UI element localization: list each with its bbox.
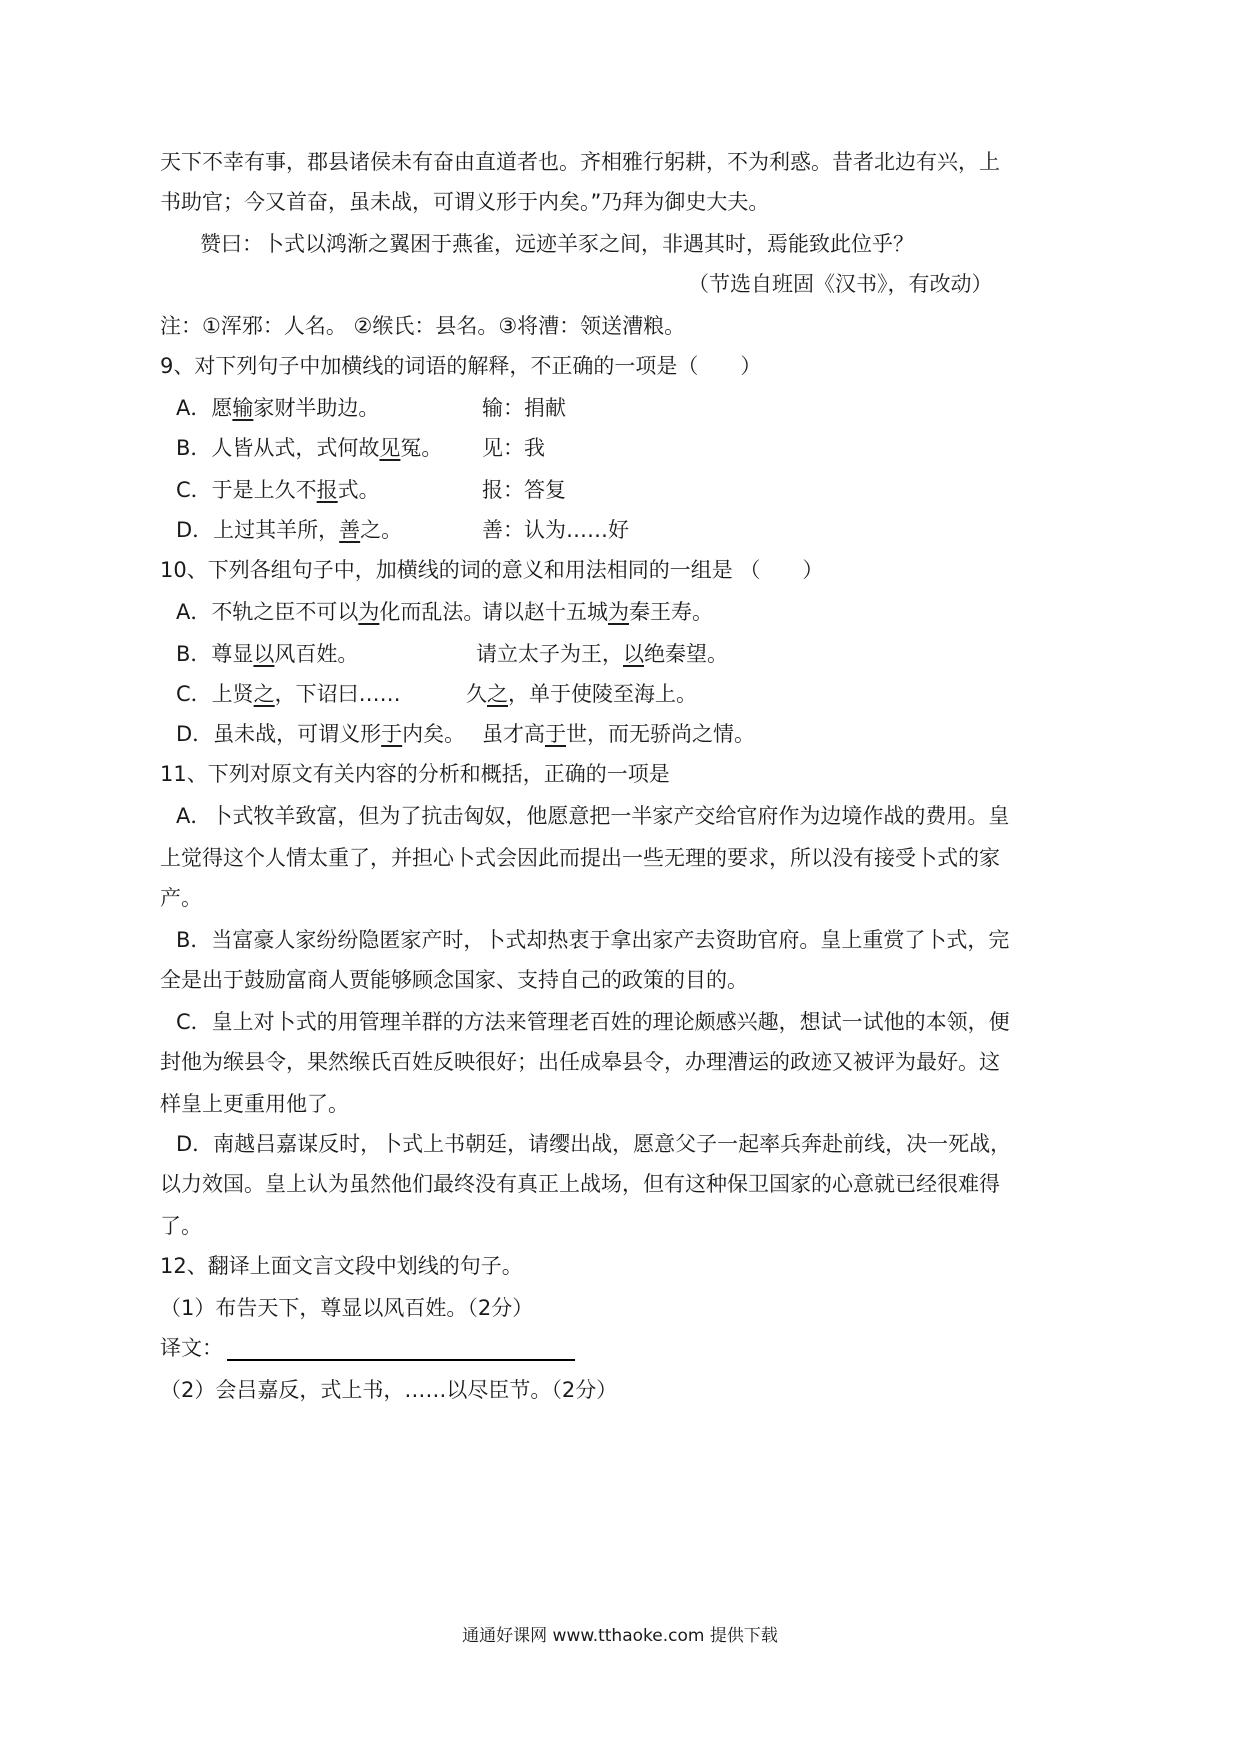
passage-line: 天下不幸有事，郡县诸侯未有奋由直道者也。齐相雅行躬耕，不为利惑。昔者北边有兴，上 xyxy=(160,150,1000,174)
option-label: C． xyxy=(176,478,212,502)
answer-blank[interactable] xyxy=(227,1337,575,1361)
q9-option-a-answer: 输：捐献 xyxy=(482,396,566,420)
question-11-stem: 11、下列对原文有关内容的分析和概括，正确的一项是 xyxy=(160,762,670,786)
translation-label: 译文： xyxy=(160,1336,223,1360)
underlined-word: 报 xyxy=(316,478,338,502)
q12-sentence-2: （2）会吕嘉反，式上书，……以尽臣节。（2分） xyxy=(160,1378,618,1402)
option-label: B． xyxy=(176,642,212,666)
q10-option-c-compare: 久之，单于使陵至海上。 xyxy=(466,682,697,706)
option-label: D． xyxy=(176,722,214,746)
q11-option-b-line: B．当富豪人家纷纷隐匿家产时，卜式却热衷于拿出家产去资助官府。皇上重赏了卜式，完 xyxy=(176,928,1010,952)
underlined-word: 于 xyxy=(381,722,403,746)
underlined-word: 之 xyxy=(487,682,508,706)
question-12-stem: 12、翻译上面文言文段中划线的句子。 xyxy=(160,1254,523,1278)
q12-sentence-1: （1）布告天下，尊显以风百姓。（2分） xyxy=(160,1296,534,1320)
q11-option-c-line: C．皇上对卜式的用管理羊群的方法来管理老百姓的理论颇感兴趣，想试一试他的本领，便 xyxy=(176,1010,1010,1034)
underlined-word: 见 xyxy=(379,436,401,460)
q9-option-b-answer: 见：我 xyxy=(482,436,545,460)
option-label: B． xyxy=(176,436,212,460)
underlined-word: 为 xyxy=(358,600,380,624)
option-label: C． xyxy=(176,682,212,706)
q11-option-d-line: D．南越吕嘉谋反时，卜式上书朝廷，请缨出战，愿意父子一起率兵奔赴前线，决一死战， xyxy=(176,1132,1012,1156)
zan-line: 赞曰：卜式以鸿渐之翼困于燕雀，远迹羊豕之间，非遇其时，焉能致此位乎？ xyxy=(200,232,914,256)
q10-option-d: D．虽未战，可谓义形于内矣。 xyxy=(176,722,466,746)
q10-option-c: C．上贤之，下诏曰…… xyxy=(176,682,401,706)
q11-option-a-line: A．卜式牧羊致富，但为了抗击匈奴，他愿意把一半家产交给官府作为边境作战的费用。皇 xyxy=(176,804,1010,828)
q10-option-b-compare: 请立太子为王，以绝秦望。 xyxy=(476,642,728,666)
q11-option-a-line: 上觉得这个人情太重了，并担心卜式会因此而提出一些无理的要求，所以没有接受卜式的家 xyxy=(160,846,1000,870)
underlined-word: 以 xyxy=(253,642,275,666)
underlined-word: 输 xyxy=(232,396,254,420)
q11-option-a-line: 产。 xyxy=(160,886,202,910)
q10-option-a: A．不轨之臣不可以为化而乱法。 xyxy=(176,600,485,624)
source-citation: （节选自班固《汉书》，有改动） xyxy=(688,272,993,296)
q9-option-b: B．人皆从式，式何故见冤。 xyxy=(176,436,443,460)
q9-option-c-answer: 报：答复 xyxy=(482,478,566,502)
question-10-stem: 10、下列各组句子中，加横线的词的意义和用法相同的一组是 （ ） xyxy=(160,558,824,582)
option-label: D． xyxy=(176,518,214,542)
q10-option-a-compare: 请以赵十五城为秦王寿。 xyxy=(482,600,713,624)
q9-option-d-answer: 善：认为……好 xyxy=(482,518,629,542)
q11-option-c-line: 样皇上更重用他了。 xyxy=(160,1092,349,1116)
page-footer: 通通好课网 www.tthaoke.com 提供下载 xyxy=(462,1626,778,1646)
underlined-word: 善 xyxy=(339,518,361,542)
underlined-word: 之 xyxy=(253,682,275,706)
q10-option-b: B．尊显以风百姓。 xyxy=(176,642,359,666)
q11-option-b-line: 全是出于鼓励富商人贾能够顾念国家、支持自己的政策的目的。 xyxy=(160,968,748,992)
passage-line: 书助官；今又首奋，虽未战，可谓义形于内矣。”乃拜为御史大夫。 xyxy=(160,190,770,214)
underlined-word: 于 xyxy=(545,722,566,746)
underlined-word: 以 xyxy=(623,642,644,666)
q9-option-c: C．于是上久不报式。 xyxy=(176,478,380,502)
q11-option-d-line: 了。 xyxy=(160,1214,202,1238)
q10-option-d-compare: 虽才高于世，而无骄尚之情。 xyxy=(482,722,755,746)
q11-option-c-line: 封他为缑县令，果然缑氏百姓反映很好；出任成皋县令，办理漕运的政迹又被评为最好。这 xyxy=(160,1050,1000,1074)
option-label: A． xyxy=(176,396,212,420)
notes: 注：①浑邪：人名。 ②缑氏：县名。③将漕：领送漕粮。 xyxy=(160,314,686,338)
q9-option-d: D．上过其羊所，善之。 xyxy=(176,518,403,542)
option-label: A． xyxy=(176,600,212,624)
q9-option-a: A．愿输家财半助边。 xyxy=(176,396,380,420)
question-9-stem: 9、对下列句子中加横线的词语的解释，不正确的一项是（ ） xyxy=(160,354,762,378)
translation-answer-line xyxy=(160,1334,575,1362)
underlined-word: 为 xyxy=(608,600,629,624)
q11-option-d-line: 以力效国。皇上认为虽然他们最终没有真正上战场，但有这种保卫国家的心意就已经很难得 xyxy=(160,1172,1000,1196)
